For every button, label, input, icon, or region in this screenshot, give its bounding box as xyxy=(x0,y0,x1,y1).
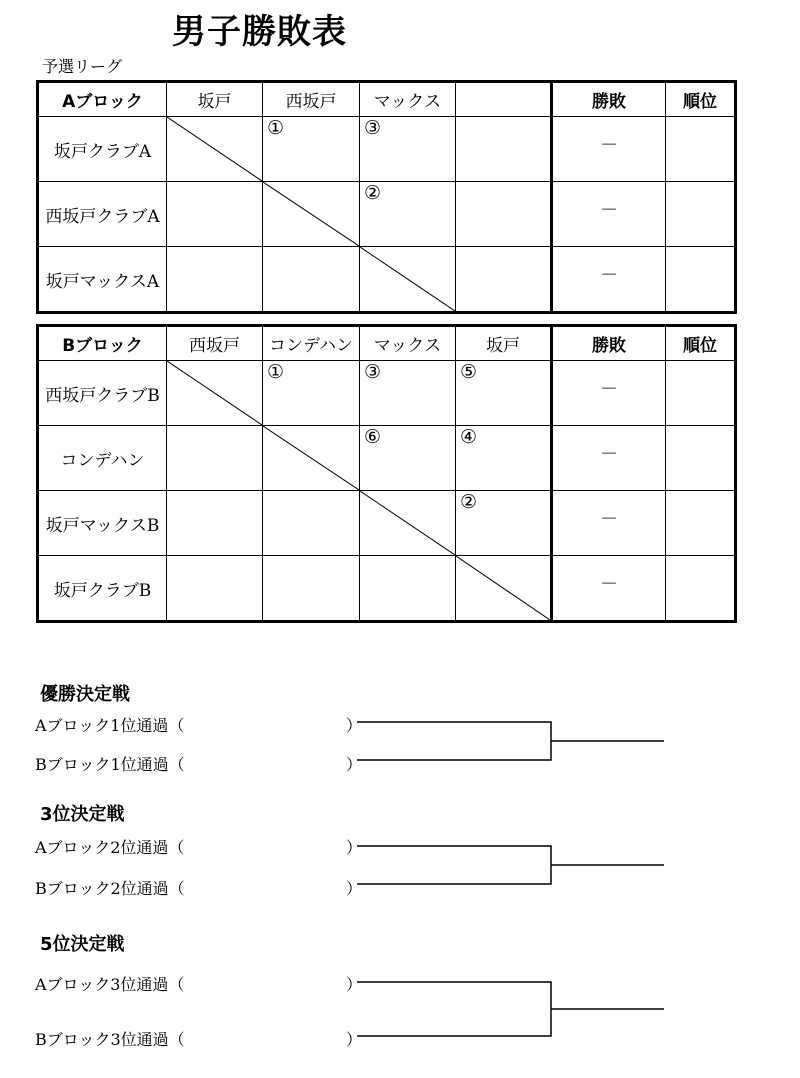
rank-cell xyxy=(666,247,736,313)
rank-cell xyxy=(666,117,736,182)
close-paren: ） xyxy=(346,716,363,735)
match-cell xyxy=(360,556,456,622)
block-a-team: 西坂戸クラブA xyxy=(38,182,167,247)
match-number: ② xyxy=(364,182,382,204)
qualifier-label: Aブロック3位通過（ xyxy=(35,975,185,994)
close-paren: ） xyxy=(346,879,363,898)
match-cell xyxy=(167,556,263,622)
win-loss-cell xyxy=(552,491,666,556)
block-a-team: 坂戸マックスA xyxy=(38,247,167,313)
match-number: ⑤ xyxy=(460,361,478,383)
block-b-table xyxy=(36,324,737,623)
match-cell xyxy=(456,247,552,313)
rank-cell xyxy=(666,182,736,247)
block-a-opponent: 西坂戸 xyxy=(263,82,360,117)
win-loss-value: － xyxy=(600,574,618,595)
match-cell xyxy=(360,117,456,182)
match-number: ③ xyxy=(364,361,382,383)
match-cell xyxy=(167,247,263,313)
win-loss-cell xyxy=(552,361,666,426)
block-b-team: 西坂戸クラブB xyxy=(38,361,167,426)
match-cell xyxy=(456,361,552,426)
diagonal-cell xyxy=(167,117,263,182)
rank-cell xyxy=(666,426,736,491)
block-a-team: 坂戸クラブA xyxy=(38,117,167,182)
block-a-opponent: マックス xyxy=(360,82,456,117)
block-a-opponent: 坂戸 xyxy=(167,82,263,117)
match-number: ④ xyxy=(460,426,478,448)
block-a-win-loss-header: 勝敗 xyxy=(552,82,666,117)
win-loss-cell xyxy=(552,247,666,313)
match-cell xyxy=(360,361,456,426)
rank-cell xyxy=(666,361,736,426)
match-cell xyxy=(167,182,263,247)
block-b-team: コンデハン xyxy=(38,426,167,491)
match-cell xyxy=(456,426,552,491)
fifth-place-bracket xyxy=(357,982,664,1036)
qualifier-label: Aブロック2位通過（ xyxy=(35,838,185,857)
page-title: 男子勝敗表 xyxy=(172,12,347,52)
diagonal-cell xyxy=(167,361,263,426)
win-loss-value: － xyxy=(600,379,618,400)
match-cell xyxy=(456,491,552,556)
diagonal-cell xyxy=(263,182,360,247)
match-number: ① xyxy=(267,117,285,139)
block-a-table xyxy=(36,80,737,314)
match-number: ② xyxy=(460,491,478,513)
final-section-title: 優勝決定戦 xyxy=(40,684,130,705)
diagonal-cell xyxy=(360,247,456,313)
block-b-team: 坂戸クラブB xyxy=(38,556,167,622)
diagonal-cell xyxy=(360,491,456,556)
championship-bracket xyxy=(357,722,664,760)
match-number: ③ xyxy=(364,117,382,139)
win-loss-value: － xyxy=(600,265,618,286)
block-a-header: Aブロック xyxy=(38,82,167,117)
league-subtitle: 予選リーグ xyxy=(42,57,123,76)
block-b-header: Bブロック xyxy=(38,326,167,361)
win-loss-value: － xyxy=(600,509,618,530)
third-place-bracket xyxy=(357,846,664,884)
match-cell xyxy=(167,491,263,556)
close-paren: ） xyxy=(346,975,363,994)
win-loss-cell xyxy=(552,426,666,491)
match-cell xyxy=(167,426,263,491)
win-loss-cell xyxy=(552,117,666,182)
block-b-opponent: マックス xyxy=(360,326,456,361)
match-number: ① xyxy=(267,361,285,383)
match-cell xyxy=(456,117,552,182)
rank-cell xyxy=(666,556,736,622)
win-loss-value: － xyxy=(600,135,618,156)
win-loss-value: － xyxy=(600,200,618,221)
match-number: ⑥ xyxy=(364,426,382,448)
match-cell xyxy=(456,182,552,247)
qualifier-label: Bブロック1位通過（ xyxy=(35,755,185,774)
match-cell xyxy=(360,182,456,247)
match-cell xyxy=(263,117,360,182)
match-cell xyxy=(263,361,360,426)
close-paren: ） xyxy=(346,838,363,857)
block-b-team: 坂戸マックスB xyxy=(38,491,167,556)
fifth-place-section-title: 5位決定戦 xyxy=(40,934,125,955)
diagonal-cell xyxy=(263,426,360,491)
block-b-win-loss-header: 勝敗 xyxy=(552,326,666,361)
block-a-opponent xyxy=(456,82,552,117)
match-cell xyxy=(263,556,360,622)
qualifier-label: Bブロック3位通過（ xyxy=(35,1030,185,1049)
block-a-rank-header: 順位 xyxy=(666,82,736,117)
block-b-rank-header: 順位 xyxy=(666,326,736,361)
qualifier-label: Bブロック2位通過（ xyxy=(35,879,185,898)
block-b-opponent: コンデハン xyxy=(263,326,360,361)
qualifier-label: Aブロック1位通過（ xyxy=(35,716,185,735)
win-loss-value: － xyxy=(600,444,618,465)
win-loss-cell xyxy=(552,182,666,247)
match-cell xyxy=(360,426,456,491)
match-cell xyxy=(263,491,360,556)
close-paren: ） xyxy=(346,1030,363,1049)
match-cell xyxy=(263,247,360,313)
diagonal-cell xyxy=(456,556,552,622)
win-loss-cell xyxy=(552,556,666,622)
block-b-opponent: 坂戸 xyxy=(456,326,552,361)
rank-cell xyxy=(666,491,736,556)
block-b-opponent: 西坂戸 xyxy=(167,326,263,361)
close-paren: ） xyxy=(346,755,363,774)
third-place-section-title: 3位決定戦 xyxy=(40,804,125,825)
